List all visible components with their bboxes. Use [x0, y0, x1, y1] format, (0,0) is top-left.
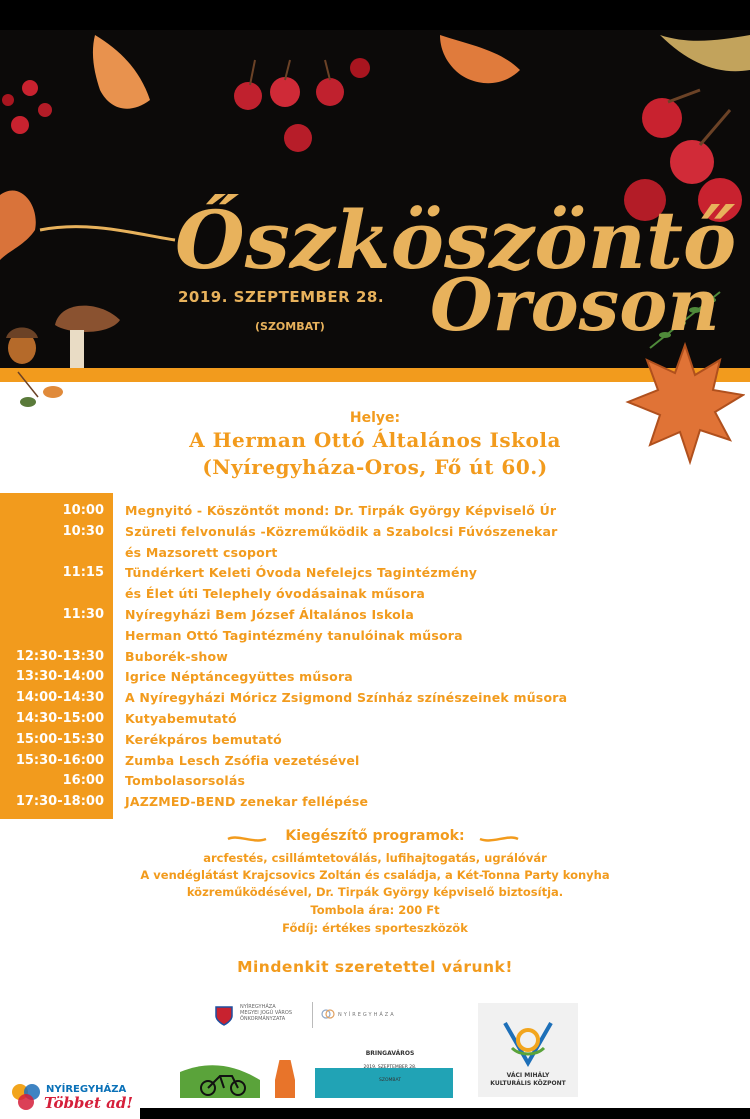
- schedule-event: A Nyíregyházi Móricz Zsigmond Színház színészeinek műsora: [125, 690, 568, 706]
- schedule-row: [0, 792, 700, 812]
- bringavaros-title: BRINGAVÁROS: [365, 1050, 415, 1057]
- schedule-time: 12:30-13:30: [15, 648, 104, 664]
- event-day: (SZOMBAT): [255, 320, 325, 333]
- schedule-row: [0, 730, 700, 750]
- leaf-icon: [0, 190, 36, 260]
- bottom-bar: [140, 1108, 750, 1119]
- schedule-event: Zumba Lesch Zsófia vezetésével: [125, 752, 360, 768]
- vmkk-logo-text: VÁCI MIHÁLY KULTURÁLIS KÖZPONT: [490, 1072, 566, 1087]
- schedule-time: 15:30-16:00: [15, 752, 104, 768]
- brand-slogan: Többet ad!: [44, 1094, 133, 1112]
- schedule-time: 11:30: [62, 607, 104, 622]
- schedule-event: Kutyabemutató: [125, 711, 237, 726]
- extras-title: Kiegészítő programok:: [285, 828, 465, 844]
- swirl-right-icon: [478, 834, 520, 844]
- venue-label: Helye:: [349, 410, 401, 426]
- mushroom-icon: [55, 306, 120, 332]
- welcome-text: Mindenkit szeretettel várunk!: [237, 958, 513, 976]
- schedule-row: [0, 543, 700, 563]
- venue-address: (Nyíregyháza-Oros, Fő út 60.): [202, 455, 548, 479]
- logo-divider: [312, 1002, 313, 1028]
- schedule-event: Igrice Néptáncegyüttes műsora: [125, 669, 353, 685]
- venue-name: A Herman Ottó Általános Iskola: [189, 428, 561, 452]
- schedule-event: JAZZMED-BEND zenekar fellépése: [125, 794, 369, 810]
- schedule-event: Szüreti felvonulás -Közreműködik a Szabolcsi Fúvószenekar: [125, 523, 558, 539]
- schedule-time: 10:30: [62, 523, 104, 539]
- schedule-event: Nyíregyházi Bem József Általános Iskola: [125, 607, 415, 622]
- schedule-row: [0, 605, 700, 625]
- schedule-row: [0, 751, 700, 771]
- nyiregyhaza-brand-icon: [8, 1078, 44, 1114]
- extras-line: A vendéglátást Krajcsovics Zoltán és családja, a Két-Tonna Party konyha: [140, 868, 610, 882]
- schedule-row: [0, 563, 700, 583]
- autumn-decoration: [0, 30, 750, 368]
- schedule-time: 14:30-15:00: [15, 711, 104, 726]
- leaf-icon: [440, 35, 520, 83]
- bringavaros-day: SZOMBAT: [379, 1078, 401, 1083]
- nyiregyhaza-logo-icon: [320, 1008, 336, 1020]
- schedule-row: [0, 522, 700, 542]
- schedule-row: [0, 709, 700, 729]
- extras-line: Tombola ára: 200 Ft: [310, 903, 440, 917]
- schedule-time: 10:00: [62, 503, 104, 518]
- schedule-time: 14:00-14:30: [15, 690, 104, 706]
- extras-line: arcfestés, csillámtetoválás, lufihajtogatás, ugrálóvár: [203, 851, 547, 865]
- schedule-row: [0, 667, 700, 687]
- schedule-event: Herman Ottó Tagintézmény tanulóinak műsora: [125, 627, 463, 643]
- nyiregyhaza-logo-text: NYÍREGYHÁZA: [338, 1012, 396, 1018]
- schedule-event: és Élet úti Telephely óvodásainak műsora: [125, 586, 426, 602]
- schedule-row: [0, 501, 700, 521]
- extras-line: Fődíj: értékes sporteszközök: [282, 921, 468, 935]
- small-leaves-icon: [8, 362, 78, 417]
- poster-header: [0, 30, 750, 368]
- leaf-icon: [660, 35, 750, 71]
- schedule-time: 13:30-14:00: [15, 669, 104, 685]
- extras-line: közreműködésével, Dr. Tirpák György képviselő biztosítja.: [186, 885, 564, 899]
- schedule-time: 11:15: [62, 565, 104, 581]
- schedule-event: Tombolasorsolás: [125, 773, 246, 789]
- schedule-event: Buborék-show: [125, 648, 228, 664]
- gov-logo-text: NYÍREGYHÁZA MEGYEI JOGÚ VÁROS ÖNKORMÁNYZATA: [240, 1004, 293, 1022]
- schedule-event: Megnyitó - Köszöntőt mond: Dr. Tirpák György Képviselő Úr: [125, 503, 557, 518]
- schedule-time: 16:00: [62, 773, 104, 789]
- schedule-row: [0, 771, 700, 791]
- schedule-row: [0, 688, 700, 708]
- schedule-event: Tündérkert Keleti Óvoda Nefelejcs Tagintézmény: [125, 565, 478, 581]
- brand-city-name: NYÍREGYHÁZA: [46, 1084, 127, 1095]
- leaf-icon: [93, 35, 150, 109]
- vmkk-logo-icon: [500, 1018, 556, 1068]
- schedule-time: 15:00-15:30: [15, 731, 104, 747]
- title-line1: Őszköszöntő: [175, 193, 737, 287]
- schedule-time: 17:30-18:00: [15, 794, 104, 810]
- city-crest-icon: [213, 1004, 235, 1026]
- schedule-event: Kerékpáros bemutató: [125, 731, 282, 747]
- bringavaros-date: 2019. SZEPTEMBER 28.: [363, 1065, 417, 1070]
- schedule-row: [0, 584, 700, 604]
- top-bar: [0, 0, 750, 30]
- event-date: 2019. SZEPTEMBER 28.: [178, 288, 385, 306]
- title-line2: Oroson: [430, 262, 720, 347]
- schedule-row: [0, 626, 700, 646]
- schedule-event: és Mazsorett csoport: [125, 544, 278, 560]
- schedule-row: [0, 647, 700, 667]
